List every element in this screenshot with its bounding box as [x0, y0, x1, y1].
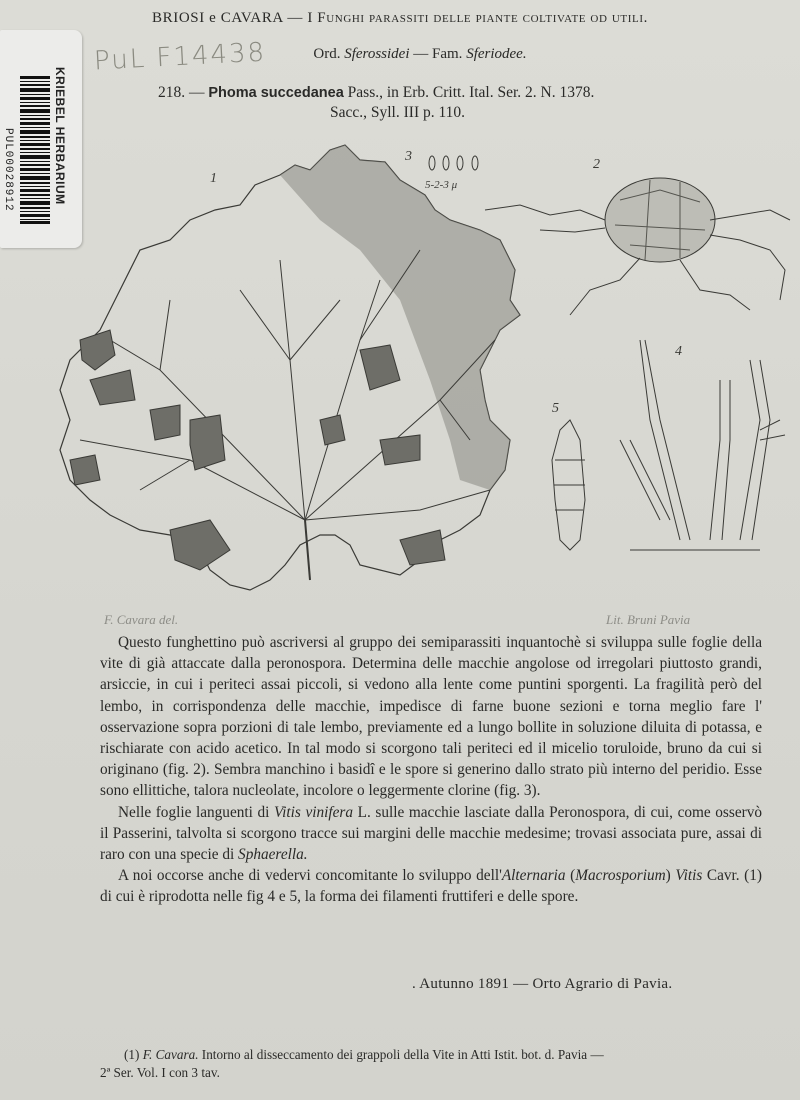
fig-label-2: 2 — [593, 157, 600, 172]
para3-text-a: A noi occorse anche di vedervi concomitante lo sviluppo dell' — [118, 867, 502, 885]
para3-text-d: Cavr. (1) di cui è riprodotta nelle fig 4 e 5, la forma dei filamenti fruttiferi e delle spore. — [100, 867, 763, 906]
date-location: . Autunno 1891 — Orto Agrario di Pavia. — [412, 976, 673, 992]
species-reference: Sacc., Syll. III p. 110. — [330, 104, 466, 121]
footnote-text-2: 2ª Ser. Vol. I con 3 tav. — [100, 1065, 220, 1080]
para2-italic-sphaerella: Sphaerella. — [238, 846, 308, 864]
para2-text-a: Nelle foglie languenti di — [118, 803, 270, 821]
fig3-measurement: 5-2-3 μ — [425, 179, 458, 191]
header-authors: BRIOSI e CAVARA — [152, 10, 284, 26]
species-authority: Pass., in Erb. Critt. Ital. Ser. 2. N. 1378. — [347, 84, 595, 101]
footnote-author: F. Cavara. — [142, 1047, 199, 1062]
footnote-text: Intorno al disseccamento dei grappoli della Vite in Atti Istit. bot. d. Pavia — — [201, 1047, 604, 1062]
handwritten-accession: PuL F14438 — [93, 37, 267, 77]
perithecium-figure — [485, 178, 790, 315]
header-separator: — — [287, 10, 303, 26]
para2-italic-vitis: Vitis vinifera — [273, 803, 354, 821]
footnote — [100, 1046, 774, 1082]
conidiophore-figure — [620, 340, 785, 550]
plate-illustration — [40, 140, 800, 640]
footnote-marker: (1) — [124, 1047, 140, 1062]
paragraph-1: Questo funghettino può ascriversi al gruppo dei semiparassiti inquantochè si sviluppa sulle foglie della vite di già attaccate dalla peronospora. Determina delle macchie angolose od irregolari piuttosto grandi, arsiccie, in cui i periteci assai piccoli, si vedono alla lente come puntini sporgenti. La fragilità però del lembo, in corrispondenza delle macchie, impedisce di farne buone sezioni e torna meglio fare l' osservazione sopra porzioni di tale lembo, previamente ed a lungo bollite in soluzione diluita di potassa, e rischiarate con acido acetico. In tal modo si scorgono tali periteci ed il micelio toruloide, bruno da cui si originano (fig. 2). Sembra manchino i basidî e le spore si generino dallo strato più interno del peridio. Esse sono ellittiche, talora nucleolate, incolore o leggermente clorine (fig. 3). — [100, 634, 762, 800]
fig-label-4: 4 — [675, 344, 682, 359]
para3-text-c: ) — [665, 867, 671, 885]
spores-figure — [429, 156, 478, 170]
para3-italic-vitis: Vitis — [675, 867, 703, 885]
classification-line: Ord. Sferossidei — Fam. Sferiodee. — [313, 46, 527, 62]
family-name: Sferiodee. — [466, 46, 527, 62]
species-line: 218. — Phoma succedanea Pass., in Erb. Critt. Ital. Ser. 2. N. 1378. — [158, 84, 595, 101]
para3-italic-alternaria: Alternaria — [501, 867, 566, 885]
para3-text-b: ( — [570, 867, 576, 885]
paragraph-2 — [100, 802, 762, 866]
herbarium-name: KRIEBEL HERBARIUM — [53, 67, 67, 205]
lithographer-signature: Lit. Bruni Pavia — [606, 612, 691, 627]
description-text — [100, 632, 762, 908]
fig-label-5: 5 — [552, 401, 559, 416]
fig-label-1: 1 — [210, 171, 217, 186]
paragraph-3 — [100, 865, 762, 907]
species-number: 218. — [158, 84, 186, 101]
artist-signature: F. Cavara del. — [104, 612, 179, 627]
para3-italic-macrosporium: Macrosporium — [575, 867, 666, 885]
order-label: Ord. — [313, 46, 341, 62]
species-name: Phoma succedanea — [208, 85, 344, 101]
page-header — [0, 10, 800, 27]
conidium-figure — [552, 420, 585, 550]
order-name: Sferossidei — [344, 46, 410, 62]
para2-text-b: L. sulle macchie lasciate dalla Peronospora, di cui, come osservò il Passerini, talvolta si scorgono tracce sui margini delle macchie medesime; trovasi associata pure, assai di raro con una specie di — [100, 803, 763, 864]
fig-label-3: 3 — [405, 149, 412, 164]
family-label: Fam. — [432, 46, 463, 62]
barcode-number: PUL00028912 — [2, 128, 14, 212]
header-series-title: I Funghi parassiti delle piante coltivate od utili. — [307, 10, 648, 26]
